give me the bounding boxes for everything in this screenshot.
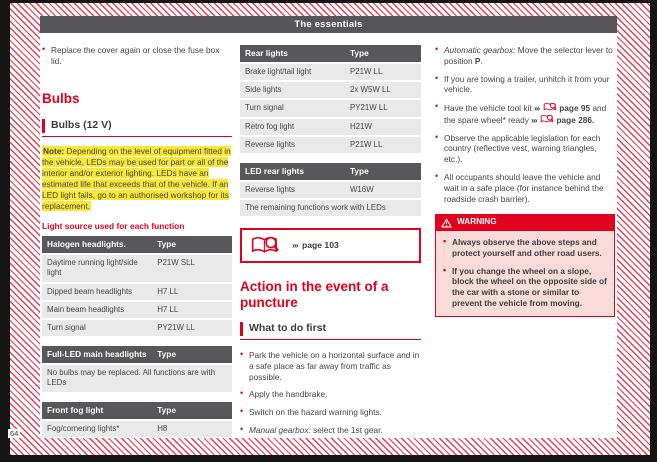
table-header-row (240, 45, 421, 62)
header-cell: Halogen headlights. (47, 239, 126, 250)
list-item: • All occupants should leave the vehicle and wait in a safe place (for instance behind the roadside crash barrier). (435, 171, 604, 204)
action-heading: Action in the event of a puncture (240, 279, 389, 310)
light-source-heading: Light source used for each function (42, 221, 185, 232)
list-item-toolkit: • Have the vehicle tool kit ››› page 95 and the spare wheel* ready ››› page 286. (435, 101, 607, 125)
list-item (42, 45, 232, 67)
header-cell: Front fog light (47, 404, 104, 415)
list-item: • Automatic gearbox: Move the selector lever to position P. (435, 44, 613, 66)
page-header-title: The essentials (294, 19, 363, 30)
table-row: Fog/cornering lights* H8 (42, 421, 232, 437)
front-fog-light-table (42, 402, 232, 437)
highlighted-note (42, 146, 232, 213)
bulbs-heading: Bulbs (42, 90, 80, 106)
highlight-span (42, 146, 231, 212)
header-cell: Type (157, 349, 176, 360)
what-to-do-heading-text: What to do first (240, 322, 421, 336)
book-magnifier-icon (540, 114, 554, 124)
header-cell: Full-LED main headlights (47, 349, 147, 360)
list-item: • Switch on the hazard warning lights. (240, 406, 382, 418)
halogen-headlights-table (42, 236, 232, 336)
rear-lights-table (240, 45, 421, 153)
page-ref-link[interactable]: page 286. (556, 114, 595, 125)
header-cell: Type (157, 404, 176, 415)
list-item: • Manual gearbox: select the 1st gear. (240, 424, 383, 435)
table-row: Dipped beam headlights H7 LL (42, 284, 232, 300)
page-reference-text[interactable] (292, 240, 339, 251)
table-header-row (42, 402, 232, 419)
warning-item: • Always observe the above steps and protect yourself and other road users. (443, 236, 602, 258)
page-ref-link[interactable]: page 95 (559, 103, 591, 114)
table-row: Brake light/tail light P21W LL (240, 64, 421, 80)
list-item: • Park the vehicle on a horizontal surface and in a safe place as far away from traffic as possible. (240, 349, 420, 382)
bullet-dot-icon: • (435, 72, 439, 83)
note-text: Depending on the level of equipment fitted in the vehicle, LEDs may be used for part or all of the interior and/or exterior lighting. LEDs have an estimated life that exceeds that of the vehicle. If an LED light fails, go to an authorised workshop for its replacement. (42, 145, 231, 212)
book-magnifier-icon (250, 235, 280, 256)
bullet-dot-icon: • (240, 424, 244, 434)
warning-header (435, 214, 615, 231)
table-row: Side lights 2x W5W LL (240, 82, 421, 98)
list-item: • Observe the applicable legislation for each country (reflective vest, warning triangles, etc.). (435, 131, 601, 165)
table-row: Reverse lights W16W (240, 182, 421, 198)
table-header-row (42, 236, 232, 253)
header-cell: Type (157, 239, 176, 250)
note-label: Note: (43, 145, 65, 156)
bullet-dot-icon: • (240, 349, 244, 360)
header-cell: LED rear lights (245, 166, 305, 177)
warning-box (435, 214, 615, 316)
bullet-dot-icon: • (443, 236, 447, 247)
puncture-steps-list (240, 350, 421, 436)
page-header-banner (40, 16, 617, 33)
book-magnifier-icon (543, 102, 557, 112)
warning-body (435, 231, 615, 317)
table-header-row (42, 346, 232, 363)
header-cell: Type (349, 166, 369, 177)
list-item: • If you are towing a trailer, unhitch it from your vehicle. (435, 72, 610, 95)
bullet-dot-icon: • (240, 388, 244, 399)
warning-triangle-icon (441, 218, 452, 228)
middle-column (240, 45, 421, 447)
bullet-dot-icon: • (435, 101, 439, 112)
page-reference-box[interactable] (240, 228, 421, 263)
bullet-dot-icon: • (42, 44, 46, 54)
table-row: Retro fog light H21W (240, 119, 421, 135)
warning-title: WARNING (457, 217, 497, 227)
header-cell: Rear lights (245, 48, 288, 58)
warning-item: • If you change the wheel on a slope, block the wheel on the opposite side of the car with a stone or similar to prevent the vehicle from moving. (443, 264, 607, 308)
full-led-headlights-table (42, 346, 232, 391)
bullet-dot-icon: • (435, 171, 439, 182)
page-content (40, 16, 617, 438)
right-column (435, 45, 615, 447)
table-row: Main beam headlights H7 LL (42, 302, 232, 318)
table-note-row: No bulbs may be replaced. All functions are with LEDs (42, 365, 232, 392)
left-column (42, 45, 232, 447)
page-reference-label: page 103 (301, 240, 339, 251)
table-row: Daytime running light/side light P21W SLL (42, 255, 232, 282)
table-row: Turn signal PY21W LL (240, 100, 421, 116)
table-row: Turn signal PY21W LL (42, 320, 232, 336)
led-rear-lights-table (240, 163, 421, 216)
bulbs-12v-heading (42, 119, 232, 137)
bullet-dot-icon: • (435, 131, 439, 142)
header-cell: Type (349, 48, 369, 58)
chevrons: ››› (292, 240, 298, 251)
list-item-text: Replace the cover again or close the fuse box lid. (51, 45, 220, 66)
chevrons: ››› (533, 103, 540, 114)
bullet-dot-icon: • (443, 264, 447, 275)
columns (40, 33, 617, 447)
bulbs-12v-heading-text: Bulbs (12 V) (42, 119, 232, 133)
bullet-dot-icon: • (240, 406, 244, 417)
what-to-do-heading (240, 322, 421, 340)
list-item: • Apply the handbrake. (240, 388, 328, 400)
table-row: Reverse lights P21W LL (240, 137, 421, 153)
table-note-row: The remaining functions work with LEDs (240, 200, 421, 216)
bullet-dot-icon: • (435, 44, 439, 54)
page-number: 64 (10, 429, 19, 438)
table-header-row (240, 163, 421, 180)
chevrons: ››› (531, 114, 537, 125)
